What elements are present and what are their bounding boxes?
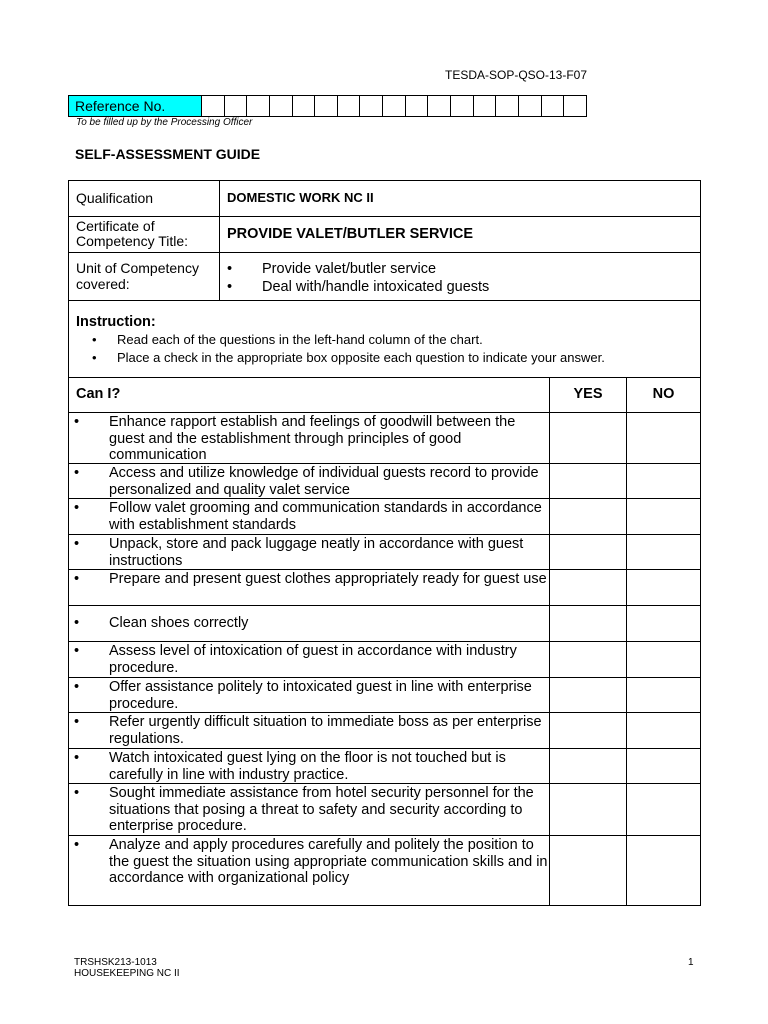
bullet-icon: •	[92, 350, 97, 365]
bullet-icon: •	[74, 414, 80, 430]
qualification-row	[69, 181, 700, 217]
bullet-icon: •	[74, 837, 80, 853]
question-row	[69, 464, 700, 499]
instruction-item: • Place a check in the appropriate box opposite each question to indicate your answer.	[92, 350, 605, 365]
reference-digit-cell[interactable]	[270, 96, 293, 116]
reference-digit-cell[interactable]	[519, 96, 542, 116]
yes-checkbox-cell[interactable]	[550, 642, 627, 677]
instruction-section	[69, 301, 700, 378]
question-row	[69, 836, 700, 905]
reference-label: Reference No.	[69, 96, 202, 116]
coc-label	[69, 217, 220, 252]
yes-checkbox-cell[interactable]	[550, 678, 627, 712]
yes-checkbox-cell[interactable]	[550, 464, 627, 498]
unit-label-line1: Unit of Competency	[76, 260, 199, 276]
question-text: Assess level of intoxication of guest in accordance with industry procedure.	[109, 643, 517, 676]
footer-code: TRSHSK213-1013	[74, 957, 157, 968]
document-code: TESDA-SOP-QSO-13-F07	[445, 68, 588, 82]
can-i-header: Can I?	[69, 378, 550, 412]
question-row	[69, 678, 700, 713]
bullet-icon: •	[74, 714, 80, 730]
no-checkbox-cell[interactable]	[627, 570, 700, 605]
question-text: Watch intoxicated guest lying on the floor is not touched but is carefully in line with industry practice.	[109, 750, 506, 783]
no-header: NO	[652, 386, 675, 402]
footer-qualification: HOUSEKEEPING NC II	[74, 968, 180, 979]
no-checkbox-cell[interactable]	[627, 606, 700, 641]
reference-note: To be filled up by the Processing Officer	[76, 117, 253, 128]
bullet-icon: •	[74, 679, 80, 695]
unit-label	[69, 253, 220, 300]
qualification-label: Qualification	[69, 181, 220, 216]
bullet-icon: •	[74, 750, 80, 766]
qualification-value: DOMESTIC WORK NC II	[227, 190, 374, 205]
bullet-icon: •	[227, 279, 233, 295]
no-checkbox-cell[interactable]	[627, 836, 700, 905]
page-title: SELF-ASSESSMENT GUIDE	[75, 146, 261, 162]
question-row	[69, 642, 700, 678]
reference-number-box	[68, 95, 587, 117]
bullet-icon: •	[74, 643, 80, 659]
yes-checkbox-cell[interactable]	[550, 535, 627, 569]
no-checkbox-cell[interactable]	[627, 642, 700, 677]
yes-checkbox-cell[interactable]	[550, 499, 627, 534]
no-checkbox-cell[interactable]	[627, 678, 700, 712]
question-text: Refer urgently difficult situation to immediate boss as per enterprise regulations.	[109, 714, 542, 747]
question-row	[69, 570, 700, 606]
reference-digit-cell[interactable]	[542, 96, 565, 116]
question-text: Enhance rapport establish and feelings of goodwill between the guest and the establishment through principles of good communication	[109, 414, 516, 463]
no-checkbox-cell[interactable]	[627, 713, 700, 748]
bullet-icon: •	[74, 536, 80, 552]
question-text: Access and utilize knowledge of individual guests record to provide personalized and quality valet service	[109, 465, 539, 498]
reference-digit-cell[interactable]	[360, 96, 383, 116]
unit-item: • Provide valet/butler service	[227, 261, 437, 277]
no-checkbox-cell[interactable]	[627, 749, 700, 783]
no-checkbox-cell[interactable]	[627, 464, 700, 498]
unit-item: • Deal with/handle intoxicated guests	[227, 279, 490, 295]
instruction-item: • Read each of the questions in the left-hand column of the chart.	[92, 332, 483, 347]
page-number: 1	[688, 957, 694, 968]
question-row	[69, 713, 700, 749]
question-row	[69, 535, 700, 570]
reference-digit-cell[interactable]	[564, 96, 586, 116]
coc-label-line2: Competency Title:	[76, 233, 189, 249]
question-row	[69, 413, 700, 464]
bullet-icon: •	[74, 500, 80, 516]
reference-digit-cell[interactable]	[383, 96, 406, 116]
yes-checkbox-cell[interactable]	[550, 836, 627, 905]
bullet-icon: •	[74, 571, 80, 587]
reference-digit-cell[interactable]	[225, 96, 248, 116]
footer-left	[74, 957, 180, 979]
unit-row	[69, 253, 700, 301]
reference-digit-cell[interactable]	[202, 96, 225, 116]
bullet-icon: •	[74, 465, 80, 481]
reference-digit-cell[interactable]	[406, 96, 429, 116]
no-checkbox-cell[interactable]	[627, 499, 700, 534]
yes-header: YES	[550, 378, 627, 412]
reference-digit-cell[interactable]	[338, 96, 361, 116]
yes-checkbox-cell[interactable]	[550, 570, 627, 605]
reference-digit-cell[interactable]	[496, 96, 519, 116]
reference-digit-cell[interactable]	[428, 96, 451, 116]
reference-digit-cell[interactable]	[315, 96, 338, 116]
question-text: Clean shoes correctly	[109, 615, 249, 632]
unit-label-line2: covered:	[76, 276, 130, 292]
yes-checkbox-cell[interactable]	[550, 413, 627, 463]
assessment-table	[68, 180, 701, 906]
yes-checkbox-cell[interactable]	[550, 784, 627, 835]
unit-list	[220, 253, 700, 300]
question-text: Follow valet grooming and communication standards in accordance with establishment standards	[109, 500, 542, 533]
yes-checkbox-cell[interactable]	[550, 713, 627, 748]
bullet-icon: •	[227, 261, 233, 277]
reference-digit-cell[interactable]	[474, 96, 497, 116]
reference-digit-cell[interactable]	[293, 96, 316, 116]
question-text: Analyze and apply procedures carefully and politely the position to the guest the situation using appropriate communication skills and in accordance with organizational policy	[109, 837, 548, 886]
bullet-icon: •	[74, 615, 80, 632]
reference-digit-cell[interactable]	[247, 96, 270, 116]
question-row	[69, 784, 700, 836]
no-checkbox-cell[interactable]	[627, 535, 700, 569]
question-row	[69, 606, 700, 642]
question-text: Sought immediate assistance from hotel security personnel for the situations that posing a threat to safety and security according to enterprise procedure.	[109, 785, 534, 834]
no-checkbox-cell[interactable]	[627, 413, 700, 463]
bullet-icon: •	[74, 785, 80, 801]
yes-checkbox-cell[interactable]	[550, 606, 627, 641]
question-text: Unpack, store and pack luggage neatly in accordance with guest instructions	[109, 536, 524, 569]
reference-digit-cell[interactable]	[451, 96, 474, 116]
no-checkbox-cell[interactable]	[627, 784, 700, 835]
question-row	[69, 749, 700, 784]
question-text: Offer assistance politely to intoxicated guest in line with enterprise procedure.	[109, 679, 532, 712]
question-row	[69, 499, 700, 535]
coc-value: PROVIDE VALET/BUTLER SERVICE	[227, 226, 473, 242]
bullet-icon: •	[92, 332, 97, 347]
coc-label-line1: Certificate of	[76, 218, 155, 234]
instruction-title: Instruction:	[76, 314, 156, 330]
question-text: Prepare and present guest clothes appropriately ready for guest use	[109, 571, 547, 587]
yes-checkbox-cell[interactable]	[550, 749, 627, 783]
questions-header-row	[69, 378, 700, 413]
coc-title-row	[69, 217, 700, 253]
